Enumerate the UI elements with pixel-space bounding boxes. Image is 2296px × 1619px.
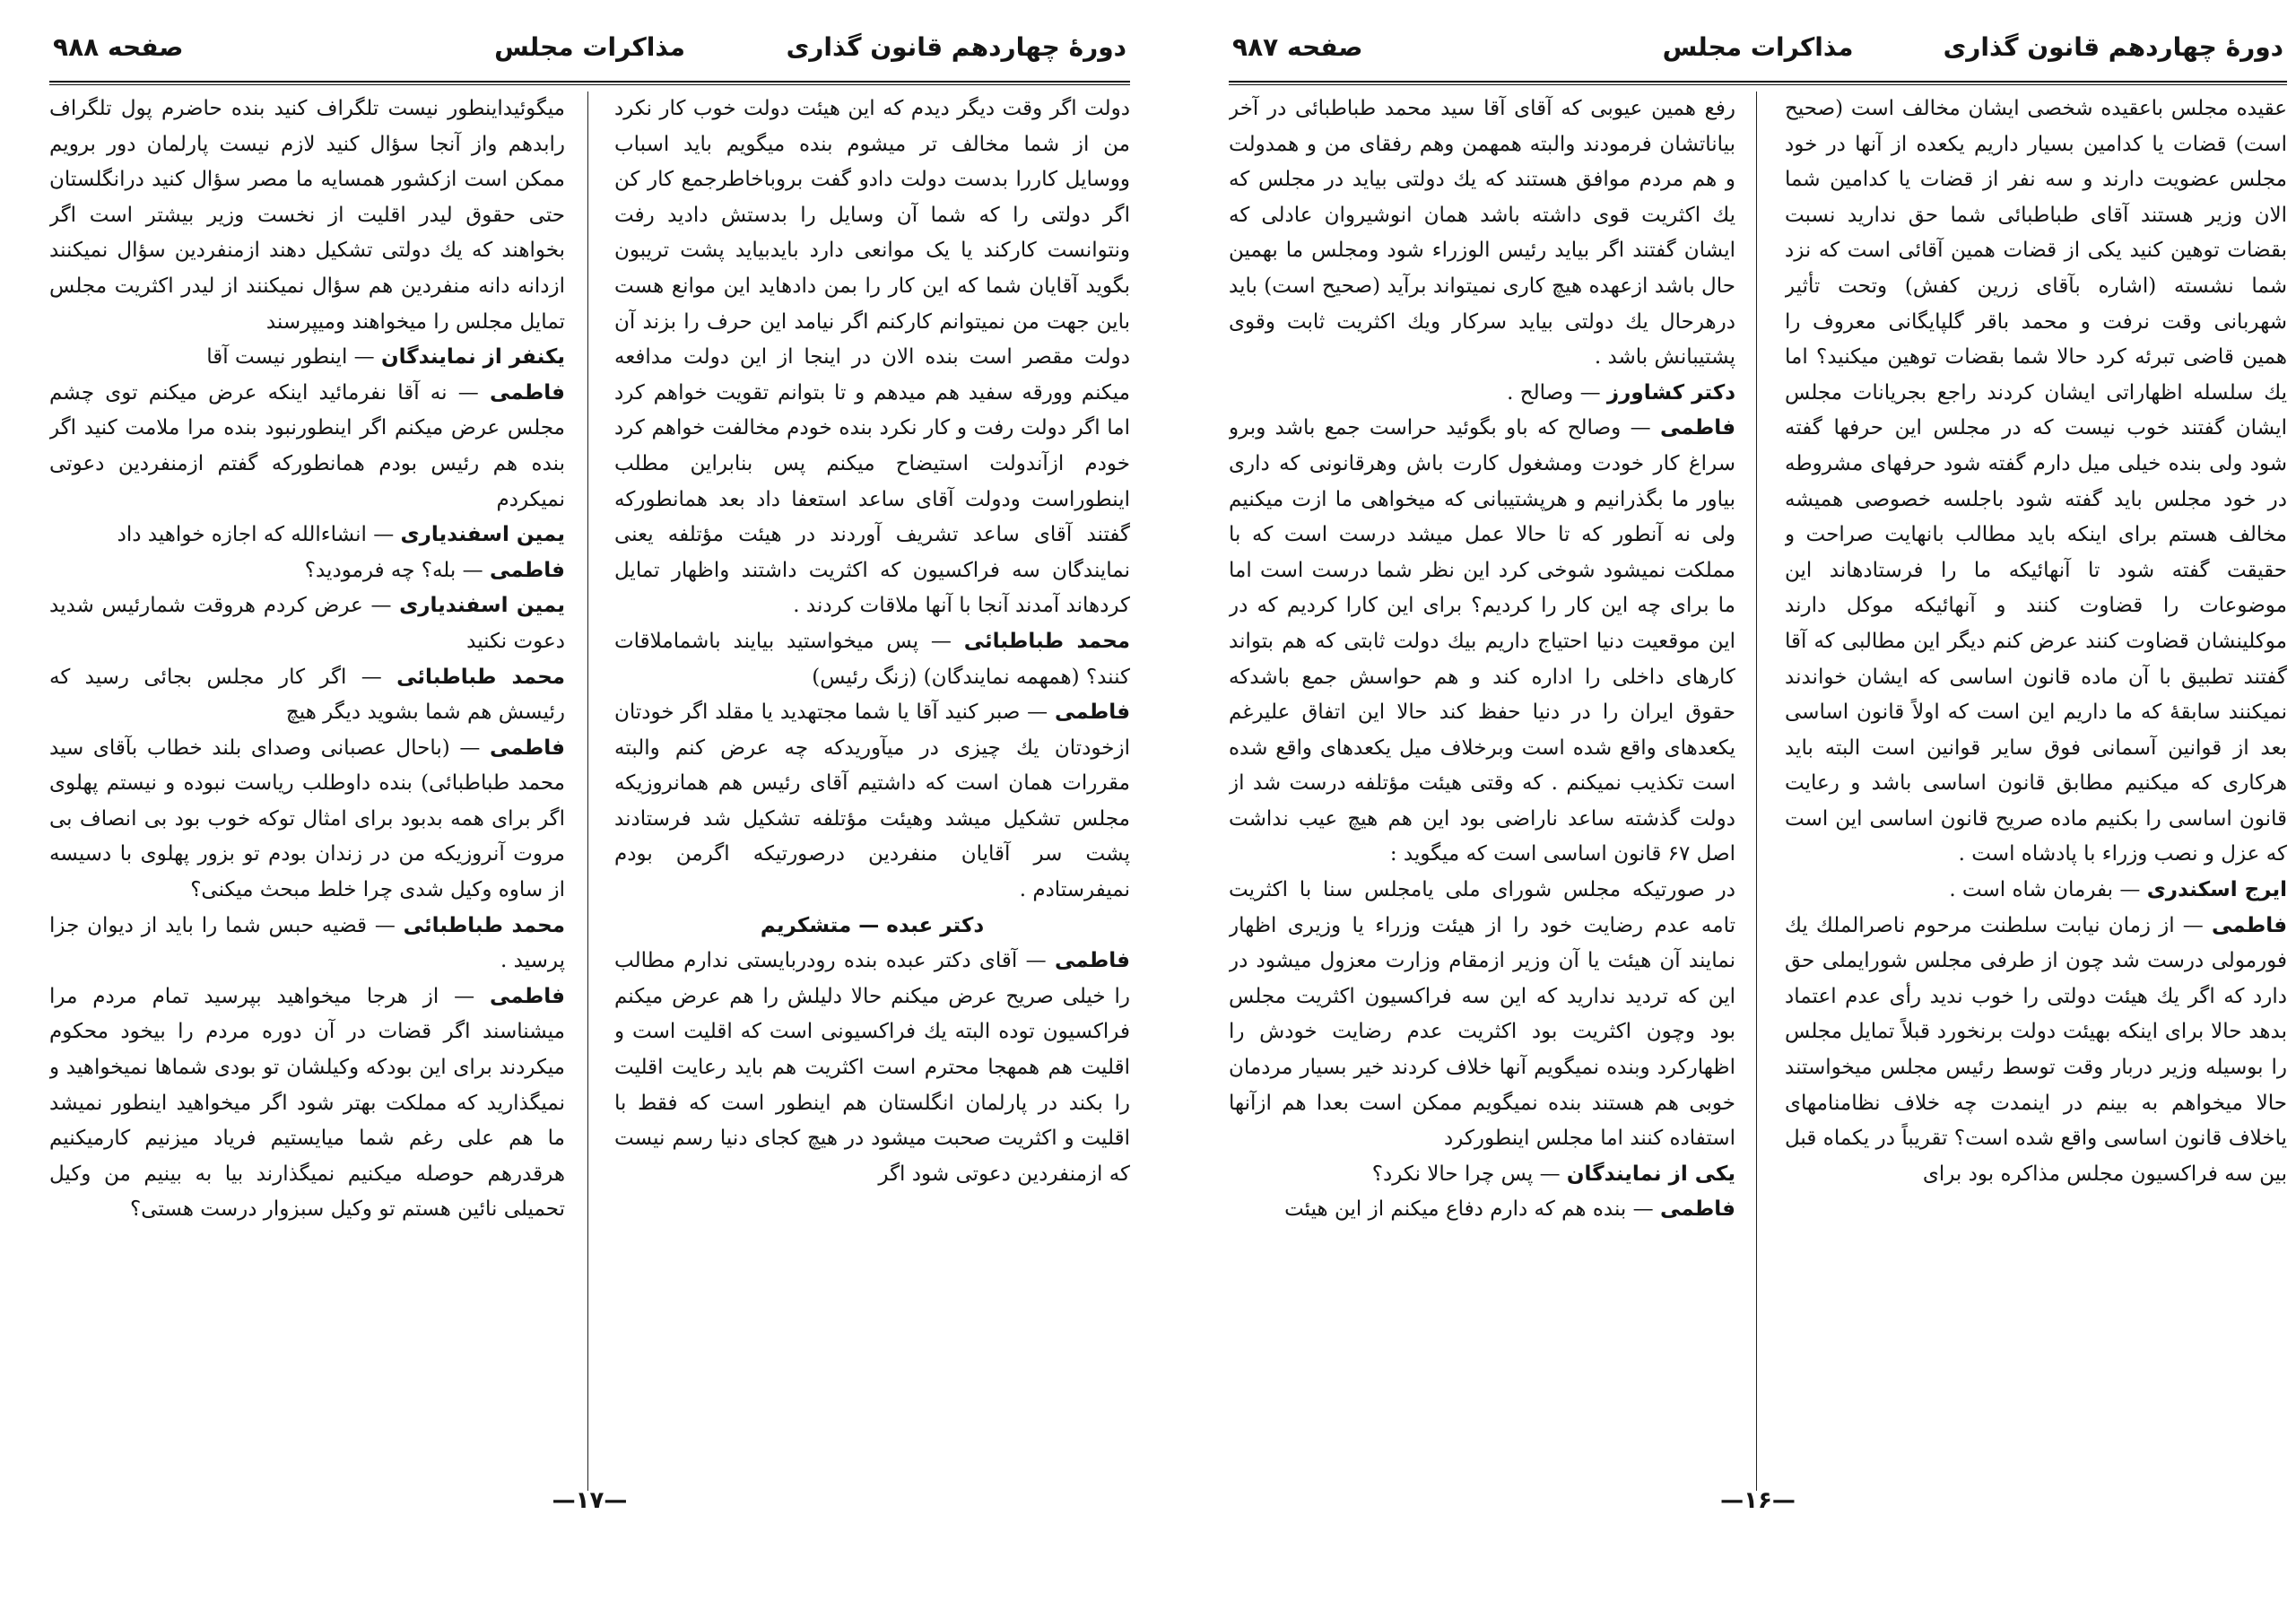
paragraph-text: — قضیه حبس شما را باید از دیوان جزا پرسید . [49,913,565,973]
section-title [614,909,1130,944]
left-page [49,27,1130,1552]
text-column-left [1229,91,1735,1491]
speech-paragraph [49,660,565,731]
paragraph-text: — صبر کنید آقا یا شما مجتهدید یا مقلد اگر خودتان ازخودتان یك چیزی در میآوریدکه چه عرض کنم والبته مقررات همان است که داشتیم آقای رئیس هم همانروزیکه مجلس تشکیل میشد وهیئت مؤتلفه تشکیل شد فرستادند پشت سر آقایان منفردین درصورتیکه اگرمن بودم نمیفرستادم . [614,701,1130,902]
paragraph-text: — انشاءالله که اجازه خواهید داد [117,523,395,547]
paragraph-text: — پس چرا حالا نکرد؟ [1371,1162,1561,1186]
header-rule-thin [49,84,1130,85]
speaker-name: یکنفر از نمایندگان [380,345,565,370]
page-title: مذاکرات مجلس [494,32,685,62]
paragraph-text: — عرض کردم هروقت شمارئیس شدید دعوت نکنید [49,594,565,653]
speaker-name: ایرج اسکندری [2146,878,2287,902]
speech-paragraph [1785,873,2287,909]
speech-paragraph [49,376,565,518]
speaker-name: فاطمی [489,558,565,582]
speaker-name: یکی از نمایندگان [1566,1162,1735,1186]
session-label: دورهٔ چهاردهم قانون گذاری [786,32,1126,62]
speaker-name: فاطمی [489,380,565,405]
text-column-right [1785,91,2287,1491]
paragraph-text: — بنده هم که دارم دفاع میکنم از این هیئت [1284,1197,1654,1222]
page-title: مذاکرات مجلس [1662,32,1854,62]
header-rule [1229,81,2287,83]
text-column-left [49,91,565,1491]
speech-paragraph [614,624,1130,695]
paragraph-text: — پس میخواستید بیایند باشماملاقات کنند؟ (همهمه نمایندگان) (زنگ رئیس) [614,629,1130,689]
paragraph-text: — از هرجا میخواهید بپرسید تمام مردم مرا میشناسند اگر قضات در آن دوره مردم را بیخود محکوم میکردند برای این بودکه وکیلشان تو بودی شماها نمیخواهید و نمیگذارید که مملکت بهتر شود اگر میخواهید اینطور نمیشد ما هم علی رغم شما میایستیم فریاد میزنیم کارمیکنیم هرقدرهم حوصله میکنیم نمیگذارند بیا به بینیم من وکیل تحمیلی نائین هستم تو وکیل سبزوار درست هستی؟ [49,984,565,1222]
speaker-name: فاطمی [489,736,565,760]
paragraph-text: رفع همین عیوبی که آقای آقا سید محمد طباطبائی در آخر بیاناتشان فرمودند والبته همهمن وهم رفقای من و همدولت و هم مردم موافق هستند که یك دولتی بیاید در مجلس که یك اکثریت قوی داشته باشد همان انوشیروان عادلی که ایشان گفتند اگر بیاید رئیس الوزراء شود ومجلس ما بهمین حال باشد ازعهده هیچ کاری نمیتواند برآید (صحیح است) باید درهرحال یك دولتی بیاید سرکار ویك اکثریت ثابت وقوی پشتیبانش باشد . [1229,97,1735,370]
speaker-name: فاطمی [1054,949,1130,973]
page-number: صفحه ۹۸۷ [1232,32,1363,62]
paragraph-text: — بفرمان شاه است . [1949,878,2141,902]
speaker-name: فاطمی [1054,701,1130,725]
header-rule-thin [1229,84,2287,85]
speaker-name: یمین اسفندیاری [400,523,565,547]
header-rule [49,81,1130,83]
column-divider [587,91,588,1491]
speech-paragraph [1229,1157,1735,1193]
speech-paragraph [1229,1192,1735,1228]
text-paragraph [1785,91,2287,873]
right-page-header [1229,27,2287,74]
speech-paragraph [49,340,565,376]
speaker-name: محمد طباطبائی [396,665,565,689]
page-footer-number: —۱۶— [1720,1487,1796,1514]
right-page [1229,27,2287,1552]
page-footer-number: —۱۷— [552,1487,628,1514]
speech-paragraph [1229,411,1735,873]
paragraph-text: — اینطور نیست آقا [206,345,375,370]
text-column-right [614,91,1130,1491]
text-paragraph [1229,873,1735,1157]
paragraph-text: در صورتیکه مجلس شورای ملی یامجلس سنا با اکثریت تامه عدم رضایت خود را از هیئت وزراء یا وزیری اظهار نمایند آن هیئت یا آن وزیر ازمقام وزارت معزول میشود در این که تردید ندارید که این سه فراکسیون اکثریت مجلس بود وچون اکثریت بود اکثریت عدم رضایت خودش را اظهارکرد وبنده نمیگویم آنها خلاف کردند خیر بسیار مردمان خوبی هم هستند بنده نمیگویم ممکن است بعدا هم ازآنها استفاده کنند اما مجلس اینطورکرد [1229,878,1735,1151]
speech-paragraph [1229,376,1735,412]
speech-paragraph [49,553,565,589]
speech-paragraph [49,518,565,553]
text-paragraph [614,91,1130,624]
paragraph-text: عقیده مجلس باعقیده شخصی ایشان مخالف است (صحیح است) قضات یا کدامین بسیار داریم یکعده از آنها در خود مجلس عضویت دارند و سه نفر از قضات یا کدامین شما الان وزیر هستند آقای طباطبائی شما حق ندارید نسبت بقضات توهین کنید یکی از قضات همین آقائی است که نزد شما نشسته (اشاره بآقای زرین کفش) وتحت تأثیر شهربانی وقت نرفت و محمد باقر گلپایگانی معروف را همین قاضی تبرئه کرد حالا شما بقضات توهین میکنید؟ اما یك سلسله اظهاراتی ایشان کردند راجع بجریانات مجلس ایشان گفتند خوب نیست که در مجلس این حرفها گفته شود ولی بنده خیلی میل دارم گفته شود حرفهای مشروطه در خود مجلس باید گفته شود باجلسه خصوصی همیشه مخالف هستم برای اینکه باید مطالب بانهایت صراحت و حقیقت گفته شود تا آنهائیکه ما را فرستادهاند این موضوعات را قضاوت کنند و آنهائیکه موکل دارند موکلینشان قضاوت کنند عرض کنم دیگر این مطالبی که آقا گفتند تطبیق با آن ماده قانون اساسی که ایشان خواندند نمیکنند سابقهٔ که ما داریم این است که اولاً قانون اساسی بعد از قوانین آسمانی فوق سایر قوانین است البته باید هرکاری که میکنیم مطابق قانون اساسی باشد و رعایت قانون اساسی را بکنیم ماده صریح قانون اساسی این است که عزل و نصب وزراء با پادشاه است . [1785,97,2287,866]
speech-paragraph [614,944,1130,1192]
session-label: دورهٔ چهاردهم قانون گذاری [1943,32,2283,62]
paragraph-text: — اگر کار مجلس بجائی رسید که رئیسش هم شما بشوید دیگر هیچ [49,665,565,725]
speaker-name: فاطمی [2211,913,2287,937]
paragraph-text: میگوئیداینطور نیست تلگراف کنید بنده حاضرم پول تلگراف رابدهم واز آنجا سؤال کنید لازم نیست پارلمان دور برویم ممکن است ازکشور همسایه ما مصر سؤال کنید درانگلستان حتی حقوق لیدر اقلیت از نخست وزیر بیشتر است اگر بخواهند که یك دولتی تشکیل دهند ازمنفردین سؤال نمیکنند ازدانه دانه منفردین هم سؤال نمیکنند از لیدر اکثریت مجلس تمایل مجلس را میخواهند ومیپرسند [49,97,565,334]
page-number: صفحه ۹۸۸ [53,32,184,62]
paragraph-text: — از زمان نیابت سلطنت مرحوم ناصرالملك یك فورمولی درست شد چون از طرفی مجلس شورایملی حق دارد که اگر یك هیئت دولتی را خوب ندید رأی عدم اعتماد بدهد حالا برای اینکه بهیئت دولت برنخورد قبلاً تمایل مجلس را بوسیله وزیر دربار وقت توسط رئیس مجلس میخواستند حالا میخواهم به بینم در اینمدت چه خلاف نظامنامهای یاخلاف قانون اساسی واقع شده است؟ تقریباً در یکماه قبل بین سه فراکسیون مجلس مذاکره بود برای [1785,913,2287,1186]
speaker-name: محمد طباطبائی [963,629,1130,653]
text-paragraph [49,91,565,340]
paragraph-text: — آقای دکتر عبده بنده رودربایستی ندارم مطالب را خیلی صریح عرض میکنم حالا دلیلش را هم عرض میکنم فراکسیون توده البته یك فراکسیونی است که اقلیت است و اقلیت هم همهجا محترم است اکثریت هم باید رعایت اقلیت را بکند در پارلمان انگلستان هم اینطور است که فقط با اقلیت و اکثریت صحبت میشود در هیچ کجای دنیا رسم نیست که ازمنفردین دعوتی شود اگر [614,949,1130,1186]
speaker-name: دکتر کشاورز [1606,380,1735,405]
speech-paragraph [49,909,565,979]
text-paragraph [1229,91,1735,376]
section-title-text: دکتر عبده — متشکریم [760,913,985,937]
speech-paragraph [1785,909,2287,1193]
paragraph-text: — وصالح . [1507,380,1601,405]
speaker-name: فاطمی [1659,416,1735,440]
speech-paragraph [49,979,565,1228]
paragraph-text: — (باحال عصبانی وصدای بلند خطاب بآقای سید محمد طباطبائی) بنده داوطلب ریاست نبوده و نیستم پهلوی اگر برای همه بدبود برای امثال توکه خوب بود بی انصاف بی مروت آنروزیکه من در زندان بودم تو بزور پهلوی با دسیسه از ساوه وکیل شدی چرا خلط مبحث میکنی؟ [49,736,565,902]
column-divider [1756,91,1757,1491]
speaker-name: فاطمی [1659,1197,1735,1222]
paragraph-text: دولت اگر وقت دیگر دیدم که این هیئت دولت خوب کار نکرد من از شما مخالف تر میشوم بنده میگویم باید اسباب ووسایل کاررا بدست دولت دادو گفت بروباخاطرجمع کار کن اگر دولتی را که شما آن وسایل را بدستش دادید رفت ونتوانست کارکند یا یک موانعی دارد بایدبیاید پشت تریبون بگوید آقایان شما که این کار را بمن دادهاید این موانع هست باین جهت من نمیتوانم کارکنم اگر نیامد این حرف را بزند آن دولت مقصر است بنده الان در اینجا از این دولت مدافعه میکنم وورقه سفید هم میدهم و تا بتوانم تقویت خواهم کرد اما اگر دولت رفت و کار نکرد بنده خودم مخالفت خواهم کرد خودم ازآندولت استیضاح میکنم پس بنابراین مطلب اینطوراست ودولت آقای ساعد استعفا داد بعد همانطورکه گفتند آقای ساعد تشریف آوردند در هیئت مؤتلفه یعنی نمایندگان سه فراکسیون که اکثریت داشتند واظهار تمایل کردهاند آمدند آنجا با آنها ملاقات کردند . [614,97,1130,618]
paragraph-text: — بله؟ چه فرمودید؟ [304,558,483,582]
left-page-header [49,27,1130,74]
speaker-name: محمد طباطبائی [403,913,565,937]
speech-paragraph [49,588,565,659]
speech-paragraph [49,731,565,909]
speaker-name: فاطمی [489,984,565,1008]
paragraph-text: — نه آقا نفرمائید اینکه عرض میکنم توی چشم مجلس عرض میکنم اگر اینطورنبود بنده مرا ملامت کنید اگر بنده هم رئیس بودم همانطورکه گفتم ازمنفردین دعوتی نمیکردم [49,380,565,511]
paragraph-text: — وصالح که باو بگوئید حراست جمع باشد وبرو سراغ کار خودت ومشغول کارت باش وهرقانونی که داری بیاور ما بگذرانیم و هرپشتیبانی که میخواهی ما ازت میکنیم ولی نه آنطور که تا حالا عمل میشد درست است که با مملکت نمیشود شوخی کرد این نظر شما درست است اما ما برای چه این کار را کردیم؟ برای این کارا کردیم که در این موقعیت دنیا احتیاج داریم بیك دولت ثابتی که هم بتواند کارهای داخلی را اداره کند و هم حواسش جمع باشدکه حقوق ایران را در دنیا حفظ کند حالا این اتفاق علیرغم یکعدهای واقع شده است وبرخلاف میل یکعدهای واقع شده است تکذیب نمیکنم . که وقتی هیئت مؤتلفه درست شد از دولت گذشته ساعد ناراضی بود این هم هیچ عیب نداشت اصل ۶۷ قانون اساسی است که میگوید : [1229,416,1735,866]
speaker-name: یمین اسفندیاری [399,594,565,618]
speech-paragraph [614,695,1130,909]
